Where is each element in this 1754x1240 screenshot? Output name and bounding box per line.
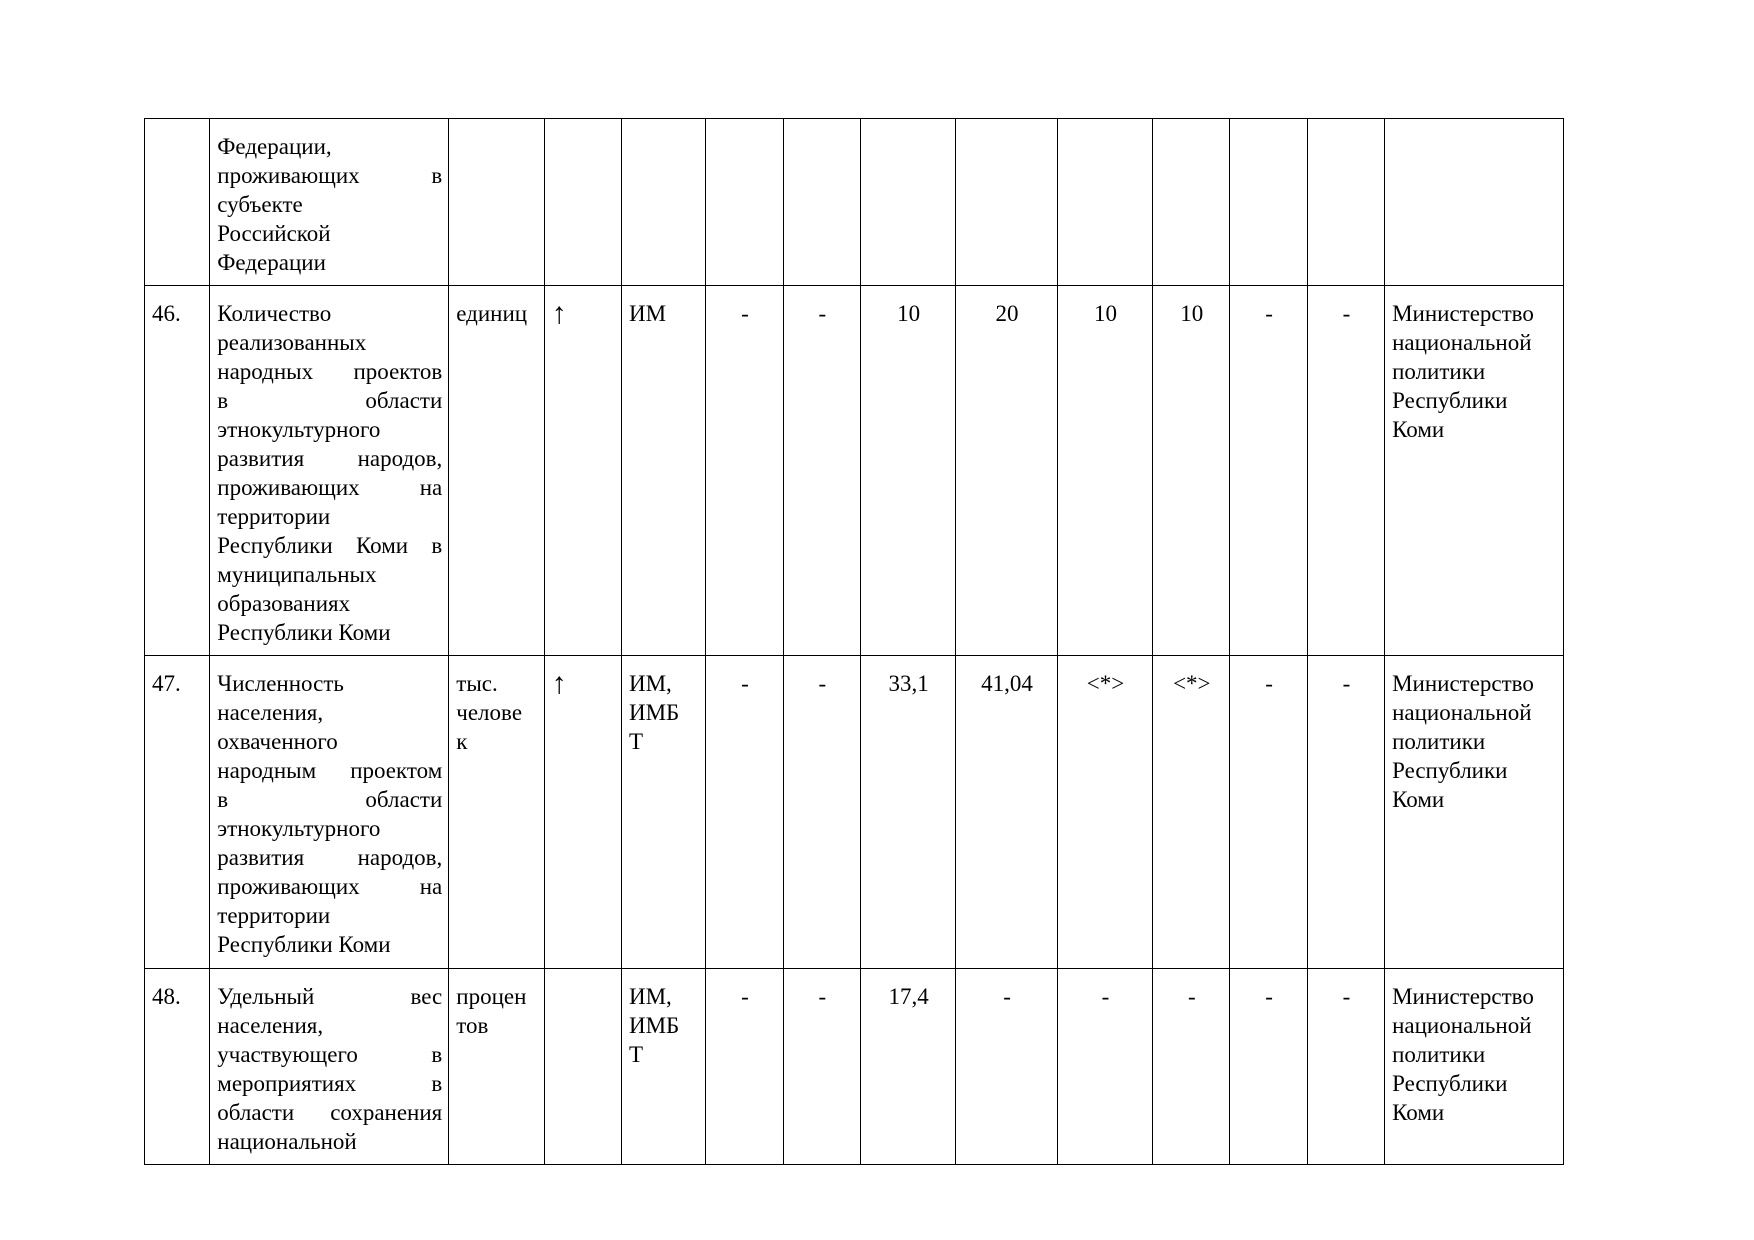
table-row	[145, 286, 1564, 656]
row-number	[145, 119, 210, 286]
responsible-cell: Министерство национальной политики Республики Коми	[1385, 969, 1564, 1165]
row-number: 47.	[145, 656, 210, 969]
value-cell: 20	[956, 286, 1057, 656]
source-cell: ИМ, ИМБ Т	[621, 656, 705, 969]
value-cell: -	[1153, 969, 1230, 1165]
value-cell: -	[783, 969, 860, 1165]
unit-cell: единиц	[449, 286, 544, 656]
value-cell: -	[706, 969, 783, 1165]
row-number: 48.	[145, 969, 210, 1165]
responsible-cell: Министерство национальной политики Республики Коми	[1385, 286, 1564, 656]
up-arrow-icon: ↑	[544, 286, 621, 656]
source-cell: ИМ	[621, 286, 705, 656]
value-cell	[783, 119, 860, 286]
direction-cell	[544, 119, 621, 286]
indicator-name: Удельный вес населения, участвующего в мероприятиях в области сохранения национальной	[210, 969, 449, 1165]
value-cell: -	[783, 656, 860, 969]
indicator-name: Количество реализованных народных проектов в области этнокультурного развития народов, проживающих на территории Республики Коми в муниципальных образованиях Республики Коми	[210, 286, 449, 656]
up-arrow-icon: ↑	[544, 656, 621, 969]
direction-cell	[544, 969, 621, 1165]
table-row	[145, 656, 1564, 969]
value-cell	[1057, 119, 1152, 286]
value-cell: -	[1230, 656, 1307, 969]
value-cell: -	[1307, 969, 1384, 1165]
value-cell: -	[1057, 969, 1152, 1165]
value-cell: 41,04	[956, 656, 1057, 969]
value-cell	[1307, 119, 1384, 286]
value-cell	[956, 119, 1057, 286]
value-cell: -	[1230, 969, 1307, 1165]
source-cell: ИМ, ИМБ Т	[621, 969, 705, 1165]
value-cell: -	[706, 656, 783, 969]
row-number: 46.	[145, 286, 210, 656]
value-cell: <*>	[1057, 656, 1152, 969]
value-cell: -	[783, 286, 860, 656]
value-cell: -	[1307, 656, 1384, 969]
value-cell	[860, 119, 955, 286]
value-cell: 10	[860, 286, 955, 656]
indicator-name: Федерации, проживающих в субъекте Российской Федерации	[210, 119, 449, 286]
value-cell: <*>	[1153, 656, 1230, 969]
unit-cell: тыс. человe к	[449, 656, 544, 969]
value-cell: 10	[1057, 286, 1152, 656]
value-cell: 17,4	[860, 969, 955, 1165]
value-cell	[706, 119, 783, 286]
responsible-cell	[1385, 119, 1564, 286]
value-cell: 10	[1153, 286, 1230, 656]
indicator-name: Численность населения, охваченного народным проектом в области этнокультурного развития народов, проживающих на территории Республики Коми	[210, 656, 449, 969]
value-cell: -	[706, 286, 783, 656]
table-row	[145, 969, 1564, 1165]
value-cell: -	[1230, 286, 1307, 656]
unit-cell: процен тов	[449, 969, 544, 1165]
value-cell: 33,1	[860, 656, 955, 969]
unit-cell	[449, 119, 544, 286]
value-cell	[1230, 119, 1307, 286]
value-cell	[1153, 119, 1230, 286]
source-cell	[621, 119, 705, 286]
value-cell: -	[956, 969, 1057, 1165]
responsible-cell: Министерство национальной политики Республики Коми	[1385, 656, 1564, 969]
indicators-table	[144, 118, 1564, 1165]
table-row	[145, 119, 1564, 286]
value-cell: -	[1307, 286, 1384, 656]
